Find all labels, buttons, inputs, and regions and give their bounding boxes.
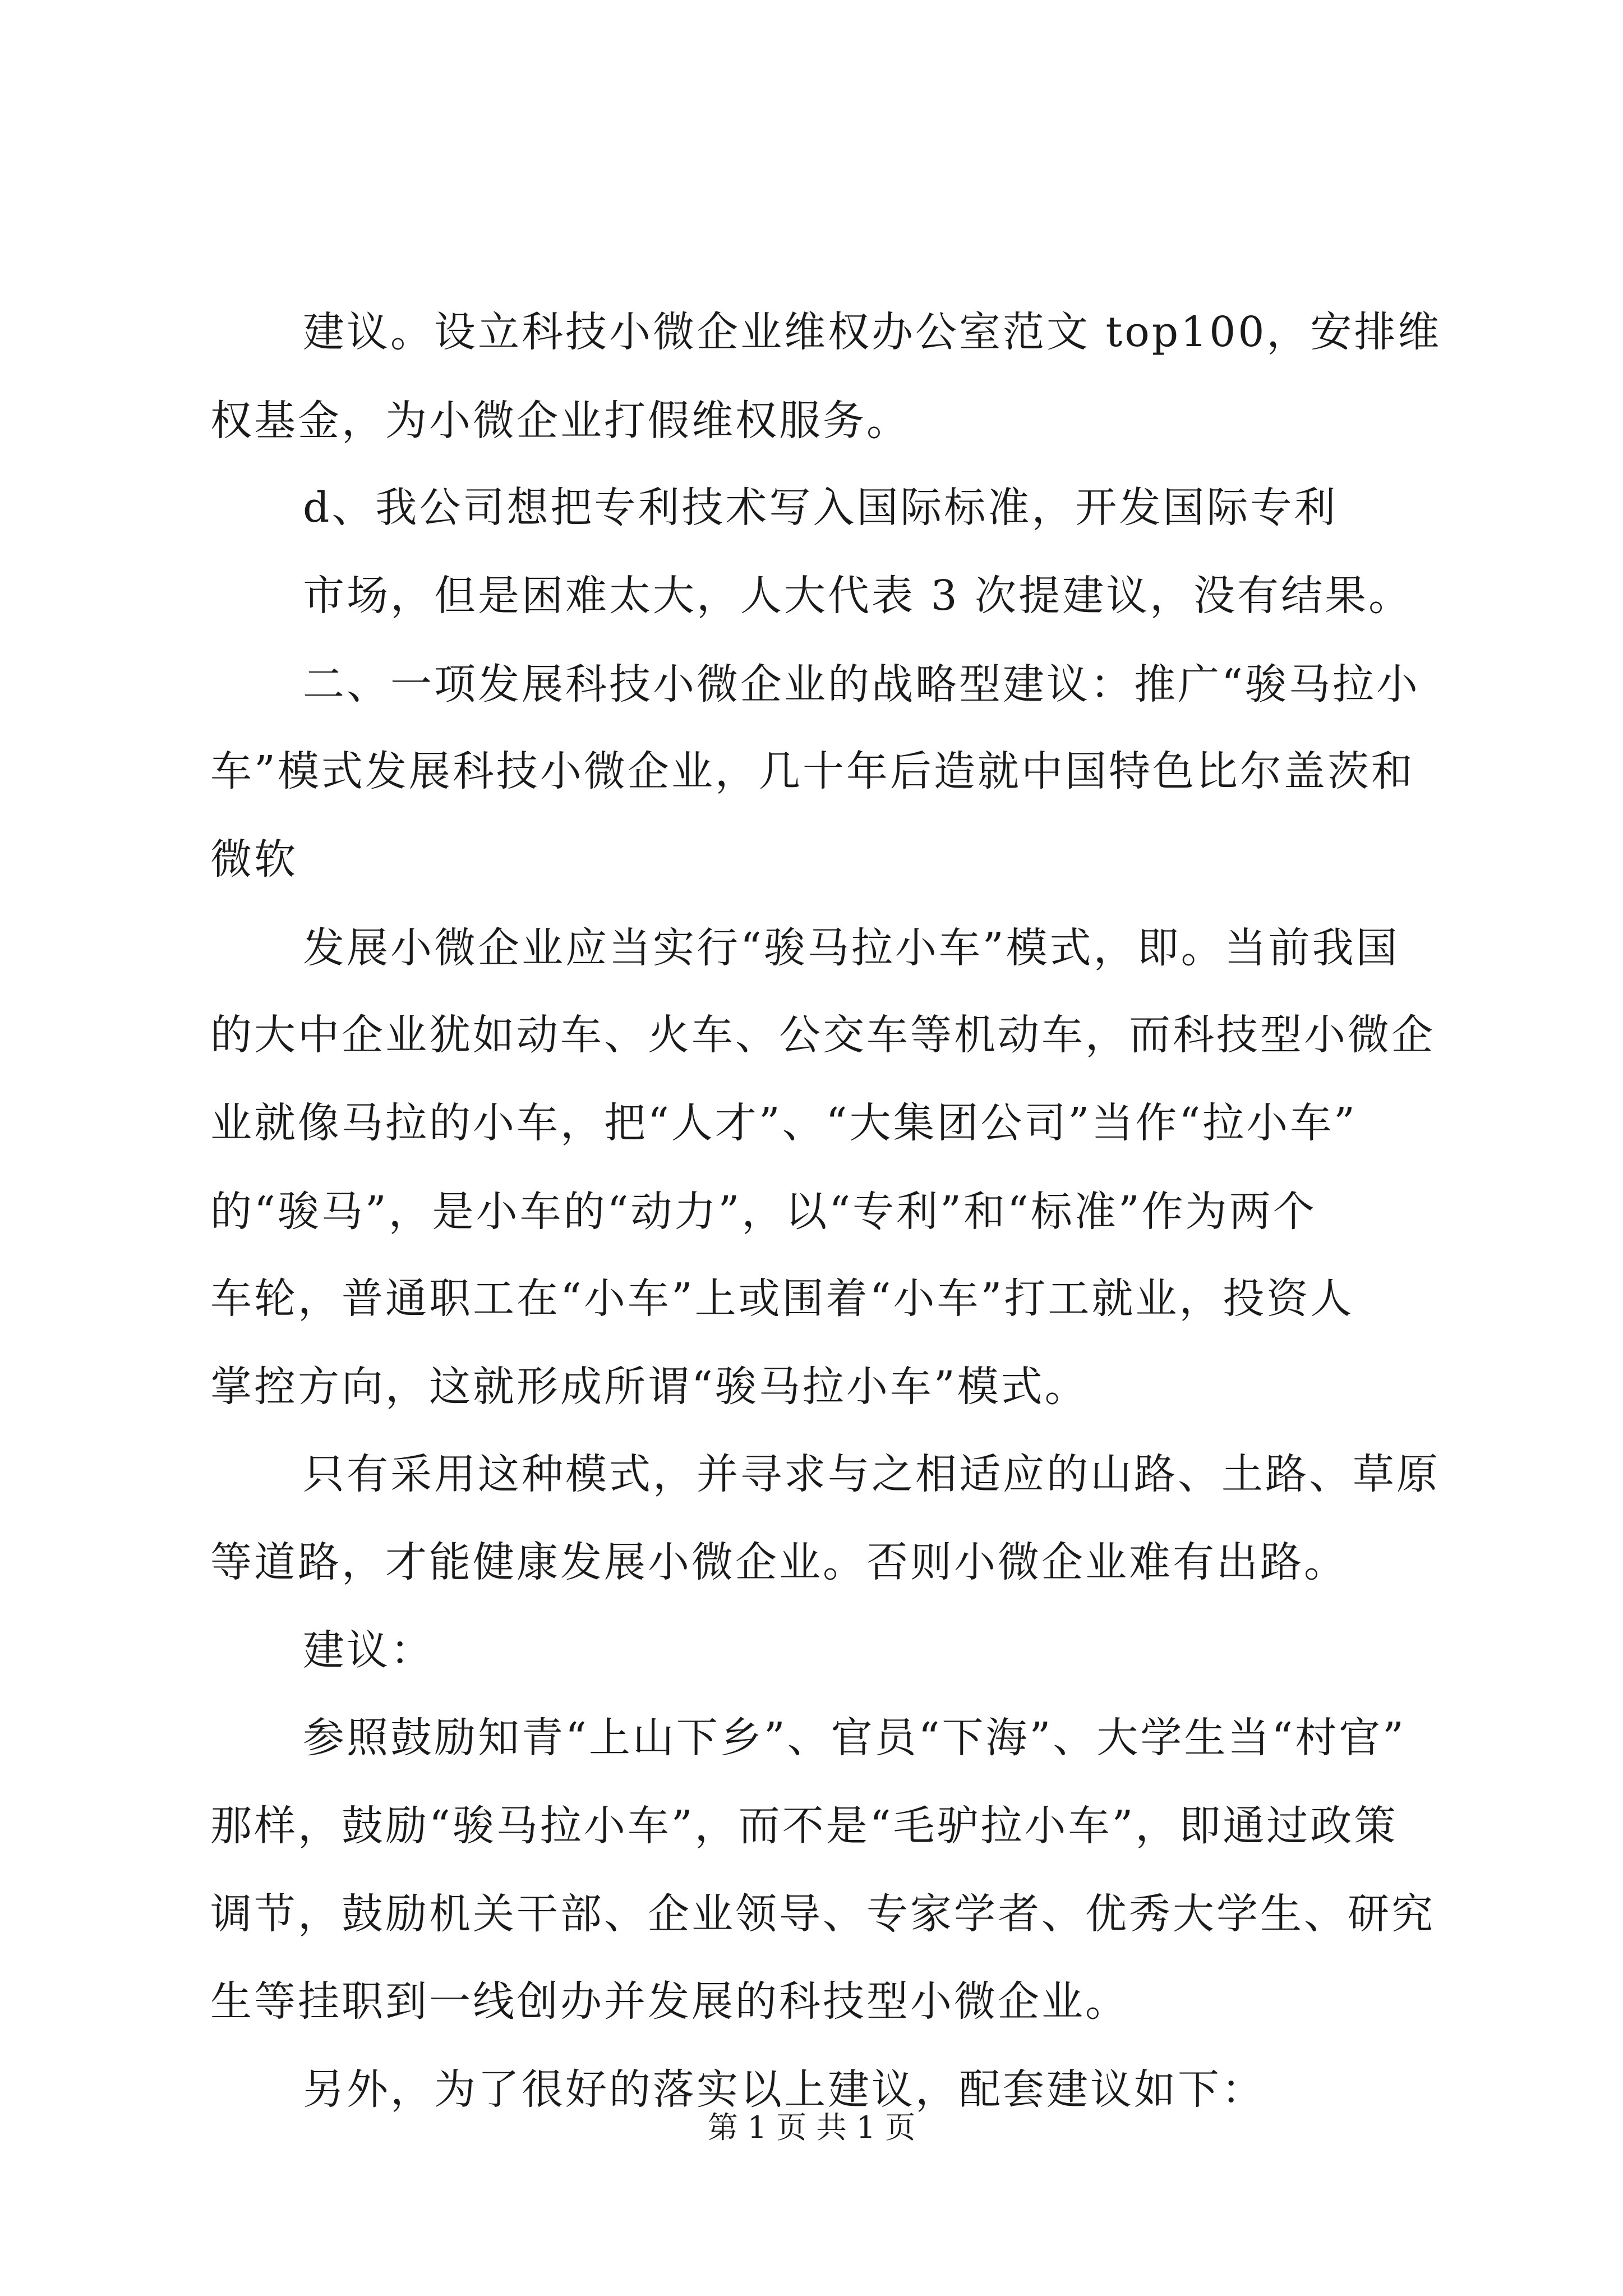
page-footer: 第 1 页 共 1 页 [707,2110,916,2145]
text-line-13: 掌控方向，这就形成所谓“骏马拉小车”模式。 [210,1363,1089,1411]
text-line-19: 调节，鼓励机关干部、企业领导、专家学者、优秀大学生、研究 [210,1890,1435,1938]
text-line-8: 发展小微企业应当实行“骏马拉小车”模式，即。当前我国 [303,924,1400,972]
text-line-7: 微软 [210,835,298,884]
text-line-5: 二、一项发展科技小微企业的战略型建议：推广“骏马拉小 [303,660,1420,708]
text-line-10: 业就像马拉的小车，把“人才”、“大集团公司”当作“拉小车” [210,1099,1357,1147]
text-line-15: 等道路，才能健康发展小微企业。否则小微企业难有出路。 [210,1538,1348,1586]
text-line-4: 市场，但是困难太大，人大代表 3 次提建议，没有结果。 [303,572,1413,620]
text-line-1: 建议。设立科技小微企业维权办公室范文 top100，安排维 [303,308,1442,356]
text-line-6: 车”模式发展科技小微企业，几十年后造就中国特色比尔盖茨和 [210,747,1415,795]
text-line-14: 只有采用这种模式，并寻求与之相适应的山路、土路、草原 [303,1450,1440,1498]
text-line-2: 权基金，为小微企业打假维权服务。 [210,397,910,445]
text-line-17: 参照鼓励知青“上山下乡”、官员“下海”、大学生当“村官” [303,1714,1406,1762]
text-line-16: 建议： [303,1626,434,1674]
text-line-21: 另外，为了很好的落实以上建议，配套建议如下： [303,2065,1265,2114]
text-line-3: d、我公司想把专利技术写入国际标准，开发国际专利 [303,484,1338,532]
text-line-18: 那样，鼓励“骏马拉小车”，而不是“毛驴拉小车”，即通过政策 [210,1802,1398,1850]
text-line-20: 生等挂职到一线创办并发展的科技型小微企业。 [210,1977,1129,2026]
text-line-12: 车轮，普通职工在“小车”上或围着“小车”打工就业，投资人 [210,1274,1354,1323]
text-line-11: 的“骏马”，是小车的“动力”，以“专利”和“标准”作为两个 [210,1188,1317,1236]
text-line-9: 的大中企业犹如动车、火车、公交车等机动车，而科技型小微企 [210,1011,1435,1059]
